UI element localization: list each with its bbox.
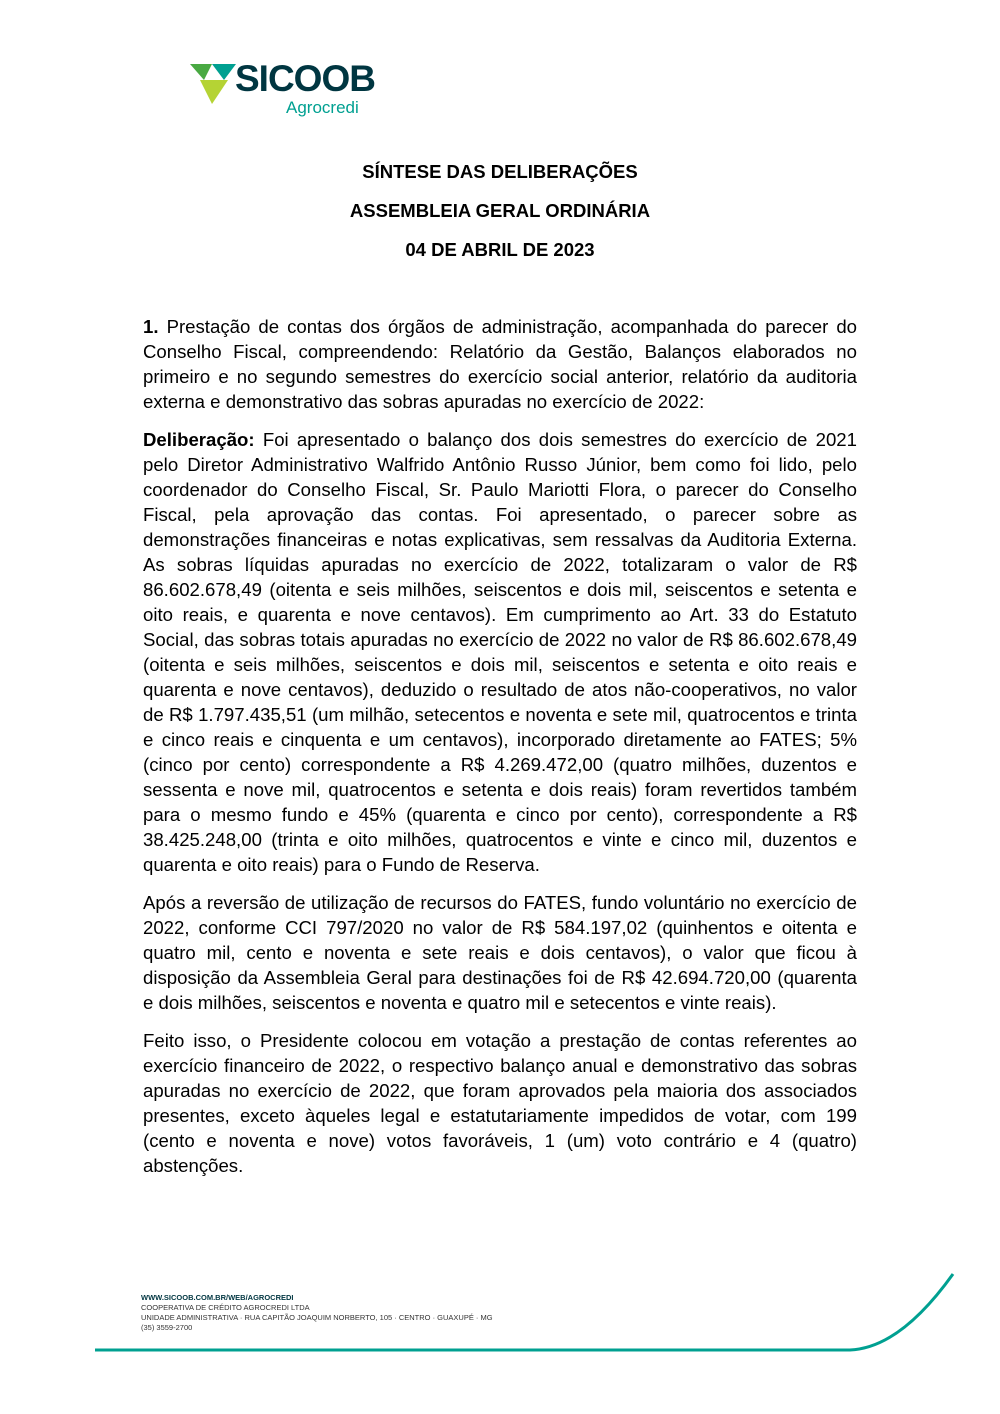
paragraph: Feito isso, o Presidente colocou em votação a prestação de contas referentes ao exercício financeiro de 2022, o respectivo balanço anual e demonstrativo das sobras apuradas no exercício de 2022, que foram aprovados pela maioria dos associados presentes, exceto àqueles legal e estatutariamente impedidos de votar, com 199 (cento e noventa e nove) votos favoráveis, 1 (um) voto contrário e 4 (quatro) abstenções.	[143, 1030, 857, 1176]
section-text: Prestação de contas dos órgãos de administração, acompanhada do parecer do Conselho Fiscal, compreendendo: Relatório da Gestão, Balanços elaborados no primeiro e no segundo semestres do exercício social anterior, relatório da auditoria externa e demonstrativo das sobras apuradas no exercício de 2022:	[143, 316, 858, 412]
logo-brand: SICOOB	[235, 58, 375, 99]
footer-url[interactable]: WWW.SICOOB.COM.BR/WEB/AGROCREDI	[141, 1293, 294, 1302]
logo-sub: Agrocredi	[286, 98, 359, 117]
deliberation-text: Foi apresentado o balanço dos dois semestres do exercício de 2021 pelo Diretor Administrativo Walfrido Antônio Russo Júnior, bem como foi lido, pelo coordenador do Conselho Fiscal, Sr. Paulo Mariotti Flora, o parecer do Conselho Fiscal, pela aprovação das contas. Foi apresentado, o parecer sobre as demonstrações financeiras e notas explicativas, sem ressalvas da Auditoria Externa. As sobras líquidas apuradas no exercício de 2022, totalizaram o valor de R$ 86.602.678,49 (oitenta e seis milhões, seiscentos e dois mil, seiscentos e setenta e oito reais, e quarenta e nove centavos). Em cumprimento ao Art. 33 do Estatuto Social, das sobras totais apuradas no exercício de 2022 no valor de R$ 86.602.678,49 (oitenta e seis milhões, seiscentos e dois mil, seiscentos e setenta e oito reais e quarenta e nove centavos), deduzido o resultado de atos não-cooperativos, no valor de R$ 1.797.435,51 (um milhão, setecentos e noventa e sete mil, quatrocentos e trinta e cinco reais e cinquenta e um centavos), incorporado diretamente ao FATES; 5% (cinco por cento) correspondente a R$ 4.269.472,00 (quatro milhões, duzentos e sessenta e nove mil, quatrocentos e setenta e dois reais) foram revertidos também para o mesmo fundo e 45% (quarenta e cinco por cento), correspondente a R$ 38.425.248,00 (trinta e oito milhões, quatrocentos e vinte e cinco mil, duzentos e quarenta e oito reais) para o Fundo de Reserva.	[143, 429, 857, 875]
paragraph: Após a reversão de utilização de recursos do FATES, fundo voluntário no exercício de 2022, conforme CCI 797/2020 no valor de R$ 584.197,02 (quinhentos e oitenta e quatro mil, cento e noventa e sete reais e dois centavos), o valor que ficou à disposição da Assembleia Geral para destinações foi de R$ 42.694.720,00 (quarenta e dois milhões, seiscentos e noventa e quatro mil e setecentos e vinte reais).	[143, 892, 857, 1013]
deliberation-label: Deliberação:	[143, 429, 255, 450]
footer-phone: (35) 3559-2700	[141, 1323, 193, 1332]
title-line: ASSEMBLEIA GERAL ORDINÁRIA	[349, 200, 651, 221]
footer-company: COOPERATIVA DE CRÉDITO AGROCREDI LTDA	[141, 1303, 310, 1312]
title-line: SÍNTESE DAS DELIBERAÇÕES	[362, 161, 638, 182]
title-line: 04 DE ABRIL DE 2023	[405, 239, 595, 260]
section-number: 1.	[143, 316, 159, 337]
footer-address: UNIDADE ADMINISTRATIVA · RUA CAPITÃO JOAQUIM NORBERTO, 105 · CENTRO · GUAXUPÉ · MG	[141, 1313, 493, 1322]
